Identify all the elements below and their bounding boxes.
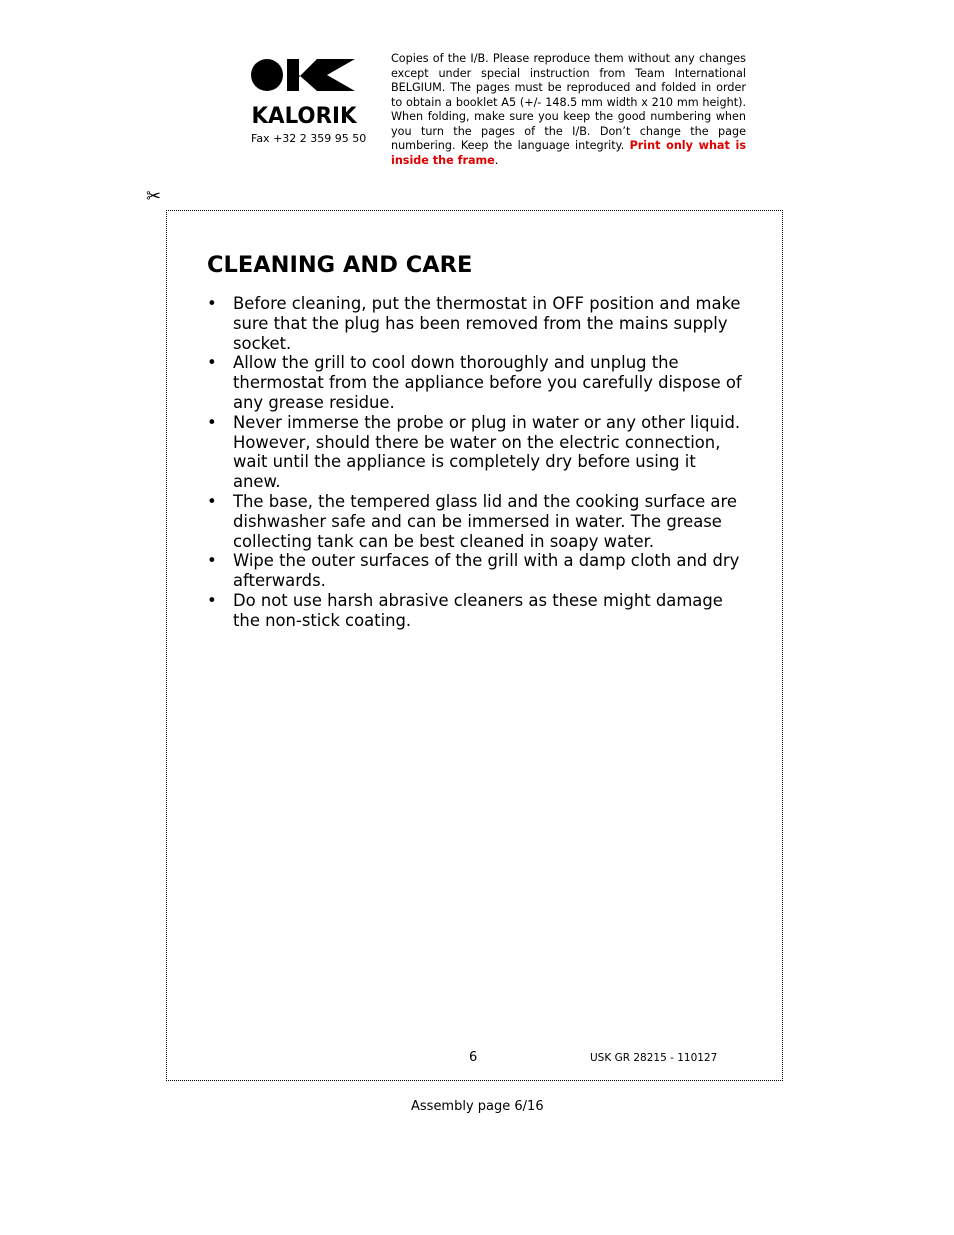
list-item: • Do not use harsh abrasive cleaners as these might damage the non-stick coating. <box>207 591 742 631</box>
list-item: • Allow the grill to cool down thoroughly and unplug the thermostat from the appliance before you carefully dispose of any grease residue. <box>207 353 742 412</box>
kalorik-logo <box>251 55 366 127</box>
document-code: USK GR 28215 - 110127 <box>590 1052 718 1064</box>
section-title: CLEANING AND CARE <box>207 252 473 278</box>
print-instructions-end: . <box>494 153 499 167</box>
list-item: • The base, the tempered glass lid and the cooking surface are dishwasher safe and can be immersed in water. The grease collecting tank can be best cleaned in soapy water. <box>207 492 742 551</box>
list-item: • Never immerse the probe or plug in water or any other liquid. However, should there be water on the electric connection, wait until the appliance is completely dry before using it anew. <box>207 413 742 492</box>
fax-number: Fax +32 2 359 95 50 <box>251 132 367 145</box>
logo-wordmark: KALORIK <box>251 104 358 127</box>
cleaning-instructions-list <box>207 294 742 631</box>
assembly-page-label: Assembly page 6/16 <box>411 1099 544 1114</box>
page-number: 6 <box>469 1050 478 1065</box>
print-instructions <box>391 52 746 168</box>
list-item: • Wipe the outer surfaces of the grill with a damp cloth and dry afterwards. <box>207 551 742 591</box>
kalorik-logo-mark <box>251 55 358 127</box>
list-item: • Before cleaning, put the thermostat in OFF position and make sure that the plug has been removed from the mains supply socket. <box>207 294 742 353</box>
print-instructions-highlight: Print only what is inside the frame <box>391 139 746 167</box>
print-instructions-text: Copies of the I/B. Please reproduce them without any changes except under special instruction from Team International BELGIUM. The pages must be reproduced and folded in order to obtain a booklet A5 (+/- 148.5 mm width x 210 mm height). When folding, make sure you keep the good numbering when you turn the pages of the I/B. Don’t change the page numbering. Keep the language integrity. <box>391 52 746 152</box>
scissors-icon: ✂ <box>146 186 162 207</box>
